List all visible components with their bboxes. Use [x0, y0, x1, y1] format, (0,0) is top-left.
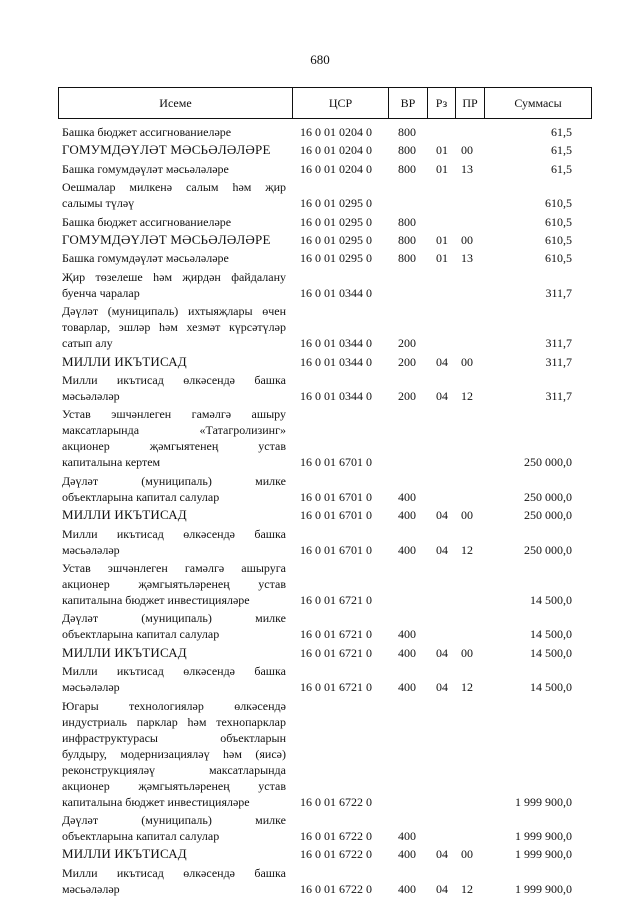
table-row: [0, 865, 640, 897]
row-vr: 800: [398, 125, 416, 139]
page-number: 680: [310, 52, 330, 67]
row-rz: 04: [436, 847, 448, 862]
row-pr: 13: [461, 251, 473, 266]
row-name: [62, 161, 286, 177]
row-name-line: Оешмалар милкенә салым һәм җир: [62, 180, 286, 195]
row-name-line: Милли икътисад өлкәсендә башка: [62, 865, 286, 880]
row-csr: 16 0 01 6721 0: [300, 627, 372, 642]
row-csr: 16 0 01 0204 0: [300, 161, 372, 176]
table-row: [0, 179, 640, 211]
row-csr: 16 0 01 6701 0: [300, 455, 372, 470]
row-pr: 00: [461, 847, 473, 862]
row-csr: 16 0 01 0295 0: [300, 233, 372, 247]
row-csr: 16 0 01 6721 0: [300, 593, 372, 607]
row-sum: 14 500,0: [530, 593, 572, 607]
row-sum: 1 999 900,0: [515, 794, 572, 809]
row-name: [62, 560, 286, 608]
row-csr: 16 0 01 6701 0: [300, 489, 372, 504]
row-pr: 00: [461, 508, 473, 523]
row-name: [62, 250, 286, 266]
row-rz: 01: [436, 251, 448, 266]
row-name-line: инфраструктурасы объектларын: [62, 730, 286, 745]
row-pr: 13: [461, 161, 473, 176]
row-name-line: акционер җәмгыятьләренең устав: [62, 577, 286, 591]
row-name-line: капиталына бюджет инвестицияләре: [62, 593, 250, 607]
row-name-line: объектларына капитал салулар: [62, 489, 220, 504]
row-name-line: максатларында «Татагролизинг»: [62, 423, 286, 438]
row-name-line: реконструкцияләү максатларында: [62, 762, 286, 777]
row-csr: 16 0 01 6722 0: [300, 829, 372, 843]
row-csr: 16 0 01 0295 0: [300, 251, 372, 266]
row-name-line: мәсьәләләр: [62, 680, 120, 695]
row-name: [62, 354, 286, 370]
row-name: [62, 507, 286, 523]
row-sum: 14 500,0: [530, 627, 572, 642]
row-name-line: акционер җәмгыятенең устав: [62, 439, 286, 454]
row-rz: 04: [436, 354, 448, 369]
table-row: [0, 124, 640, 140]
row-pr: 00: [461, 233, 473, 247]
row-sum: 61,5: [551, 143, 572, 158]
row-name-line: Дәүләт (муниципаль) милке: [62, 611, 286, 626]
row-csr: 16 0 01 0344 0: [300, 336, 372, 351]
row-rz: 01: [436, 161, 448, 176]
table-row: [0, 526, 640, 558]
table-row: [0, 142, 640, 158]
row-sum: 1 999 900,0: [515, 847, 572, 862]
row-csr: 16 0 01 0204 0: [300, 143, 372, 158]
table-row: [0, 698, 640, 810]
row-sum: 61,5: [551, 125, 572, 139]
header-csr: ЦСР: [292, 87, 389, 119]
table-row: [0, 214, 640, 230]
row-name-line: объектларына капитал салулар: [62, 627, 220, 642]
row-vr: 400: [398, 680, 416, 695]
row-name-line: мәсьәләләр: [62, 389, 120, 403]
row-vr: 800: [398, 251, 416, 266]
row-name: [62, 214, 286, 230]
row-name-line: Дәүләт (муниципаль) милке: [62, 473, 286, 488]
row-csr: 16 0 01 0344 0: [300, 285, 372, 300]
row-vr: 400: [398, 627, 416, 642]
row-rz: 04: [436, 389, 448, 403]
table-row: [0, 507, 640, 523]
row-name-line: капиталына кертем: [62, 455, 161, 470]
row-sum: 311,7: [545, 285, 572, 300]
table-row: [0, 161, 640, 177]
table-row: [0, 473, 640, 505]
row-name: [62, 142, 286, 158]
row-sum: 311,7: [545, 389, 572, 403]
row-vr: 400: [398, 645, 416, 660]
row-name-line: мәсьәләләр: [62, 881, 120, 896]
row-vr: 800: [398, 161, 416, 176]
row-csr: 16 0 01 0295 0: [300, 196, 372, 211]
row-sum: 61,5: [551, 161, 572, 176]
row-vr: 400: [398, 829, 416, 843]
row-name: [62, 645, 286, 661]
row-vr: 800: [398, 143, 416, 158]
table-row: [0, 663, 640, 695]
row-name-line: Башка бюджет ассигнованиеләре: [62, 214, 232, 229]
row-name: [62, 269, 286, 301]
row-sum: 610,5: [545, 251, 572, 266]
row-vr: 400: [398, 542, 416, 557]
row-name-line: ГОМУМДӘҮЛӘТ МӘСЬӘЛӘЛӘРЕ: [62, 232, 271, 247]
row-vr: 400: [398, 881, 416, 896]
row-csr: 16 0 01 6701 0: [300, 542, 372, 557]
row-name: [62, 663, 286, 695]
table-row: [0, 645, 640, 661]
row-pr: 00: [461, 645, 473, 660]
header-name: Исеме: [58, 87, 293, 119]
row-sum: 250 000,0: [524, 508, 572, 523]
table-row: [0, 232, 640, 248]
row-name: [62, 124, 286, 140]
row-rz: 01: [436, 143, 448, 158]
row-rz: 01: [436, 233, 448, 247]
row-csr: 16 0 01 0344 0: [300, 389, 372, 403]
row-name-line: буенча чаралар: [62, 285, 140, 300]
table-row: [0, 250, 640, 266]
row-name-line: Устав эшчәнлеген гамәлгә ашыруга: [62, 561, 286, 575]
row-vr: 200: [398, 336, 416, 351]
row-pr: 12: [461, 881, 473, 896]
row-name-line: МИЛЛИ ИКЪТИСАД: [62, 644, 187, 660]
table-row: [0, 303, 640, 351]
row-sum: 311,7: [545, 354, 572, 369]
row-sum: 1 999 900,0: [515, 881, 572, 896]
table-header: [58, 87, 592, 119]
table-row: [0, 812, 640, 844]
row-name-line: Башка гомумдәүләт мәсьәләләре: [62, 161, 229, 176]
row-name-line: Милли икътисад өлкәсендә башка: [62, 526, 286, 541]
row-name-line: Дәүләт (муниципаль) милке: [62, 813, 286, 827]
row-sum: 311,7: [545, 336, 572, 351]
row-name: [62, 473, 286, 505]
row-name: [62, 865, 286, 897]
row-name: [62, 406, 286, 470]
row-pr: 12: [461, 389, 473, 403]
row-pr: 00: [461, 143, 473, 158]
table-row: [0, 610, 640, 642]
row-vr: 400: [398, 489, 416, 504]
row-name-line: индустриаль парклар һәм технопарклар: [62, 714, 286, 729]
row-name: [62, 232, 286, 248]
row-name-line: МИЛЛИ ИКЪТИСАД: [62, 846, 187, 862]
row-rz: 04: [436, 881, 448, 896]
row-pr: 12: [461, 680, 473, 695]
row-sum: 14 500,0: [530, 680, 572, 695]
row-pr: 00: [461, 354, 473, 369]
table-row: [0, 846, 640, 862]
row-name-line: Устав эшчәнлеген гамәлгә ашыру: [62, 407, 286, 422]
row-csr: 16 0 01 0344 0: [300, 354, 372, 369]
row-name-line: Югары технологияләр өлкәсендә: [62, 698, 286, 713]
row-name-line: мәсьәләләр: [62, 542, 120, 557]
row-sum: 1 999 900,0: [515, 829, 572, 843]
row-vr: 800: [398, 214, 416, 229]
row-name-line: Милли икътисад өлкәсендә башка: [62, 664, 286, 679]
row-sum: 610,5: [545, 214, 572, 229]
row-vr: 400: [398, 508, 416, 523]
row-sum: 14 500,0: [530, 645, 572, 660]
row-sum: 250 000,0: [524, 489, 572, 504]
row-vr: 200: [398, 389, 416, 403]
row-sum: 250 000,0: [524, 542, 572, 557]
row-name-line: Милли икътисад өлкәсендә башка: [62, 373, 286, 387]
header-sum: Суммасы: [484, 87, 592, 119]
row-name: [62, 179, 286, 211]
row-vr: 400: [398, 847, 416, 862]
row-name-line: Башка гомумдәүләт мәсьәләләре: [62, 251, 229, 266]
row-vr: 800: [398, 233, 416, 247]
table-row: [0, 560, 640, 608]
header-vr: ВР: [388, 87, 428, 119]
row-name-line: МИЛЛИ ИКЪТИСАД: [62, 353, 187, 369]
row-csr: 16 0 01 0204 0: [300, 125, 372, 139]
table-row: [0, 269, 640, 301]
row-rz: 04: [436, 542, 448, 557]
row-sum: 610,5: [545, 233, 572, 247]
row-sum: 610,5: [545, 196, 572, 211]
row-name-line: Дәүләт (муниципаль) ихтыяҗлары өчен: [62, 304, 286, 319]
row-rz: 04: [436, 645, 448, 660]
row-name-line: товарлар, эшләр һәм хезмәт күрсәтүләр: [62, 320, 286, 335]
header-rz: Рз: [427, 87, 456, 119]
row-rz: 04: [436, 680, 448, 695]
row-name-line: булдыру, модернизацияләү һәм (яисә): [62, 746, 286, 761]
row-name: [62, 526, 286, 558]
row-name: [62, 610, 286, 642]
row-csr: 16 0 01 0295 0: [300, 214, 372, 229]
row-name-line: МИЛЛИ ИКЪТИСАД: [62, 507, 187, 523]
row-vr: 200: [398, 354, 416, 369]
row-csr: 16 0 01 6721 0: [300, 680, 372, 695]
row-name-line: сатып алу: [62, 336, 113, 351]
row-name-line: объектларына капитал салулар: [62, 829, 220, 843]
row-name: [62, 698, 286, 810]
row-name: [62, 846, 286, 862]
table-row: [0, 354, 640, 370]
table-row: [0, 406, 640, 470]
row-name: [62, 812, 286, 844]
row-name-line: акционер җәмгыятьләренең устав: [62, 778, 286, 793]
row-name-line: Башка бюджет ассигнованиеләре: [62, 125, 232, 139]
row-csr: 16 0 01 6722 0: [300, 794, 372, 809]
row-name-line: салымы түләү: [62, 196, 135, 211]
header-pr: ПР: [455, 87, 485, 119]
row-pr: 12: [461, 542, 473, 557]
row-rz: 04: [436, 508, 448, 523]
row-name: [62, 372, 286, 404]
row-name-line: капиталына бюджет инвестицияләре: [62, 794, 250, 809]
row-csr: 16 0 01 6722 0: [300, 847, 372, 862]
row-name-line: Җир төзелеше һәм җирдән файдалану: [62, 269, 286, 284]
row-csr: 16 0 01 6721 0: [300, 645, 372, 660]
row-name: [62, 303, 286, 351]
row-name-line: ГОМУМДӘҮЛӘТ МӘСЬӘЛӘЛӘРЕ: [62, 142, 271, 158]
row-sum: 250 000,0: [524, 455, 572, 470]
table-row: [0, 372, 640, 404]
row-csr: 16 0 01 6701 0: [300, 508, 372, 523]
row-csr: 16 0 01 6722 0: [300, 881, 372, 896]
